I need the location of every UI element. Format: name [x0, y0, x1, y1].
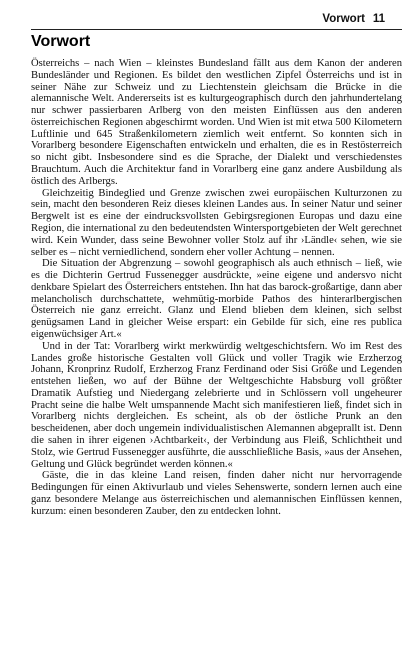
page-number: 11: [372, 13, 385, 25]
paragraph: Gleichzeitig Bindeglied und Grenze zwischen zwei europäischen Kulturzonen zu sein, macht den besonderen Reiz dieses kleinen Landes aus. In seiner Natur und seiner Bergwelt ist es eine der eindrucksvollsten Gebirgsregionen Europas und dazu eine Region, die international zu den bedeutendsten Wintersportgebieten der Welt gerechnet wird. Kein Wunder, dass seine Bewohner voller Stolz auf ihr ›Ländle‹ sehen, wie sie selber es – nicht verniedlichend, sondern eher voller Achtung – nennen.: [31, 187, 402, 258]
running-header: [0, 13, 409, 29]
paragraph: Die Situation der Abgrenzung – sowohl geographisch als auch ethnisch – ließ, wie es die Dichterin Gertrud Fussenegger ausdrückte, »eine eigene und andersvo nicht denkbare Spielart des Österreichers entstehen. Ihn hat das barock-großartige, dann aber melancholisch durchschattete, wehmütig-morbide Pathos des hinterarlbergischen Österreich nie ganz erreicht. Glanz und Elend blieben dem kleinen, sich selbst genügsamen Land in gleicher Weise erspart: ein Gebilde für sich, eine res publica eigenwüchsiger Art.«: [31, 258, 402, 340]
header-rule: [31, 29, 402, 30]
paragraph: Und in der Tat: Vorarlberg wirkt merkwürdig weltgeschichtsfern. Wo im Rest des Landes große historische Gestalten voll Glück und voller Tragik wie Erzherzog Johann, Kronprinz Rudolf, Erzherzog Franz Ferdinand oder Sisi Größe und Legenden entstehen ließen, wo auf der Bühne der Weltgeschichte Habsburg voll größter Dramatik Aufstieg und Niedergang zelebrierte und in Schlössern voll ungeheurer Pracht seine die halbe Welt umspannende Macht sich manifestieren ließ, findet sich in Vorarlberg nichts dergleichen. Es scheint, als ob der östliche Prunk an den bescheidenen, aber doch ungemein individualistischen Alemannen abgeprallt ist. Denn die sahen in ihrer eigenen ›Achtbarkeit‹, der Verbindung aus Fleiß, Schlichtheit und Stolz, wie Gertrud Fussenegger ausführte, die ausschließliche Basis, »aus der Ansehen, Geltung und Glück begründet werden können.«: [31, 340, 402, 470]
chapter-title: Vorwort: [31, 33, 91, 50]
body-text: [31, 58, 402, 517]
paragraph: Österreichs – nach Wien – kleinstes Bundesland fällt aus dem Kanon der anderen Bundesländer und Regionen. Es bildet den westlichen Zipfel Österreichs und ist in seiner Nähe zur Schweiz und zu Liechtenstein gleichsam die Brücke in die alemannische Welt. Andererseits ist es kulturgeographisch durch den jahrhundertelang nur schwer passierbaren Arlberg von den meisten Einflüssen aus den anderen österreichischen Regionen abgeschirmt worden. Und Wien ist mit etwa 500 Kilometern Luftlinie und 645 Straßenkilometern ziemlich weit entfernt. So konnten sich in Vorarlberg besondere Eigenschaften entwickeln und erhalten, die es in Restösterreich so nicht gibt. Insbesondere sind es die Sprache, der Dialekt und verschiedenstes Brauchtum. Auch die Architektur fand in Vorarlberg eine ganz andere Ausbildung als östlich des Arlbergs.: [31, 58, 402, 187]
running-title: Vorwort: [322, 13, 365, 25]
paragraph: Gäste, die in das kleine Land reisen, finden daher nicht nur hervorragende Bedingungen für einen Aktivurlaub und vieles Sehenswerte, sondern lernen auch eine ganz besondere Melange aus österreichischen und alemannischen Einflüssen kennen, kurzum: einen besonderen Zauber, den zu entdecken lohnt.: [31, 470, 402, 517]
